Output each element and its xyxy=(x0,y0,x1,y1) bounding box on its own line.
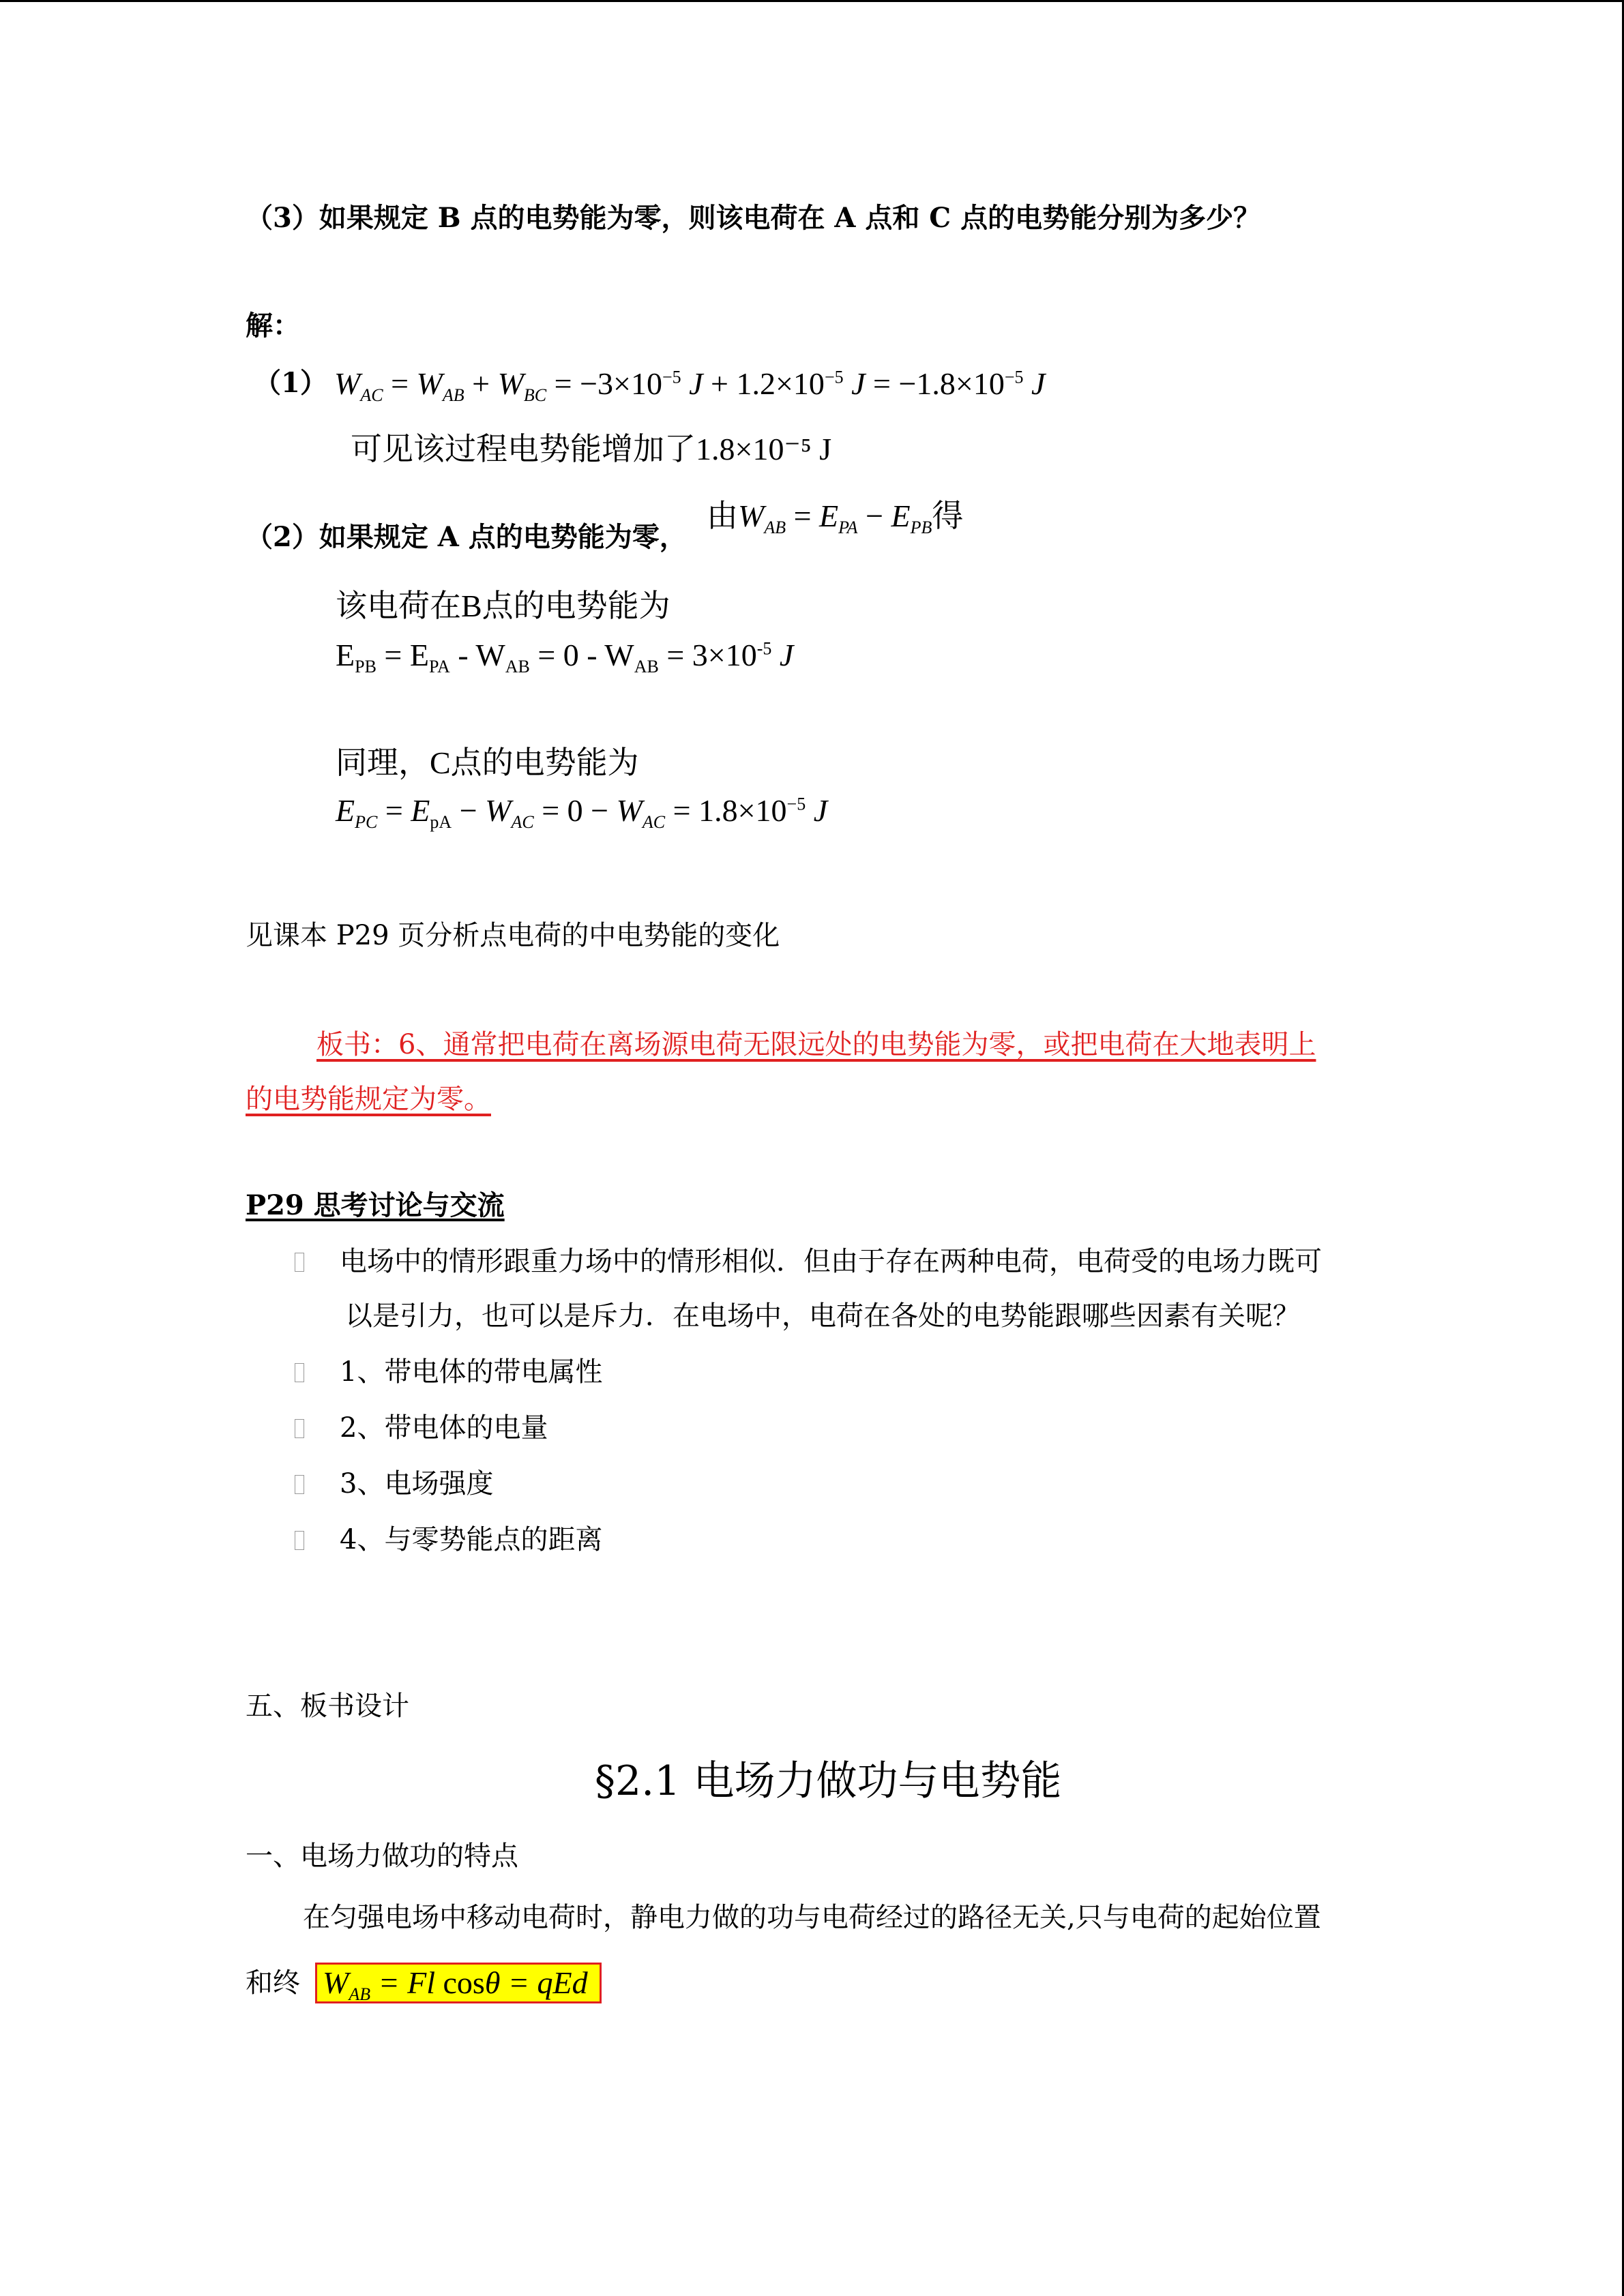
section-5-heading: 五、板书设计 xyxy=(246,1690,409,1722)
point-1-title: 一、电场力做功的特点 xyxy=(246,1840,518,1872)
see-textbook-note: 见课本 P29 页分析点电荷的中电势能的变化 xyxy=(246,920,780,951)
c-equation: $E_{PC} = E_{pA} - W_{AC} = 0 - W_{AC} = 1.8\times 10^{-5}$ J xyxy=(336,793,828,833)
bullet-icon xyxy=(295,1419,304,1438)
point-1-line-2: 和终 xyxy=(246,1967,300,1999)
discussion-item-3: 3、电场强度 xyxy=(295,1462,493,1501)
point-1-line-1: 在匀强电场中移动电荷时，静电力做的功与电荷经过的路径无关,只与电荷的起始位置 xyxy=(303,1902,1321,1933)
discussion-intro-1: 电场中的情形跟重力场中的情形相似．但由于存在两种电荷，电荷受的电场力既可 xyxy=(295,1240,1322,1279)
b-equation: $E_{PB} = E_{PA} - W_{AB} = 0 - W_{AB} = 3\times 10^{-5}$ J xyxy=(336,638,794,677)
step2-label: （2）如果规定 A 点的电势能为零， xyxy=(246,521,687,553)
discussion-intro-2: 以是引力，也可以是斥力．在电场中，电荷在各处的电势能跟哪些因素有关呢？ xyxy=(345,1300,1300,1332)
bullet-icon xyxy=(295,1253,304,1272)
discussion-heading: P29 思考讨论与交流 xyxy=(246,1189,505,1221)
bullet-icon xyxy=(295,1531,304,1550)
step2-relation: 由$W_{AB} = E_{PA} - E_{PB}$得 xyxy=(707,498,964,538)
board-note-line-1: 板书：6、通常把电荷在离场源电荷无限远处的电势能为零，或把电荷在大地表明上 xyxy=(316,1029,1316,1060)
board-note-line-2: 的电势能规定为零。 xyxy=(246,1084,491,1115)
solution-label: 解： xyxy=(246,310,300,342)
step1-conclusion: 可见该过程电势能增加了1.8×10⁻⁵ J xyxy=(351,432,832,466)
step1-label: （1） xyxy=(254,367,327,399)
c-intro: 同理，C点的电势能为 xyxy=(336,745,639,780)
discussion-item-2: 2、带电体的电量 xyxy=(295,1406,548,1445)
step1-equation: $W_{AC} = W_{AB} + W_{BC} = -3\times 10^{-5}$ $J + 1.2\times 10^{-5}$ $J = -1.8\times 10^{-5}$ J xyxy=(334,366,1046,406)
board-title: §2.1 电场力做功与电势能 xyxy=(595,1757,1062,1805)
discussion-item-1: 1、带电体的带电属性 xyxy=(295,1350,602,1389)
page-top-border xyxy=(0,0,1624,2)
bullet-icon xyxy=(295,1363,304,1382)
b-intro: 该电荷在B点的电势能为 xyxy=(336,588,670,623)
bullet-icon xyxy=(295,1475,304,1494)
question-3: （3）如果规定 B 点的电势能为零，则该电荷在 A 点和 C 点的电势能分别为多少？ xyxy=(246,202,1261,234)
discussion-item-4: 4、与零势能点的距离 xyxy=(295,1518,602,1557)
highlighted-formula: $W_{AB} = Fl$ cosθ = qEd xyxy=(315,1963,602,2003)
